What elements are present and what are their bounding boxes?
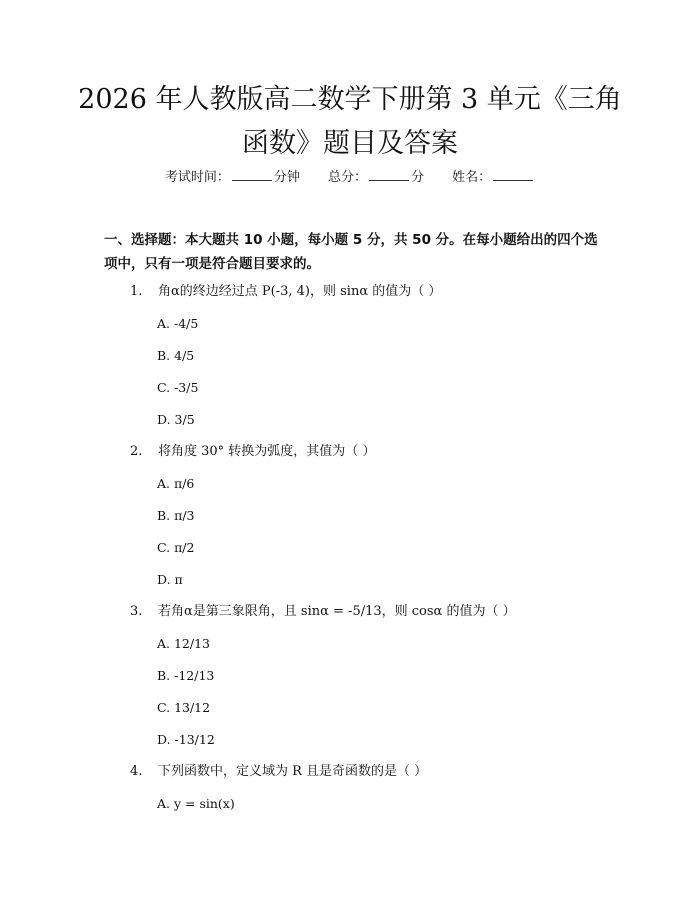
time-blank [232,166,272,181]
question-1 [130,282,441,302]
question-3-option-b: B. -12/13 [157,668,215,683]
section-heading: 一、选择题：本大题共 10 小题，每小题 5 分，共 50 分。在每小题给出的四个选项中，只有一项是符合题目要求的。 [104,232,598,272]
meta-score [328,166,424,189]
question-text: 下列函数中，定义域为 R 且是奇函数的是（ ） [158,764,428,779]
title-line-2: 函数》题目及答案 [242,128,458,159]
question-2-option-a: A. π/6 [157,476,195,491]
question-1-option-a: A. -4/5 [157,316,199,331]
question-number: 3. [130,604,143,619]
question-2-option-b: B. π/3 [157,508,195,523]
question-text: 角α的终边经过点 P(-3, 4)，则 sinα 的值为（ ） [158,284,442,299]
score-unit: 分 [411,170,425,185]
title-line-1: 2026 年人教版高二数学下册第 3 单元《三角 [78,84,622,115]
name-label: 姓名： [452,170,492,185]
question-1-option-c: C. -3/5 [157,380,199,395]
question-1-option-d: D. 3/5 [157,412,195,427]
question-number: 1. [130,284,143,299]
name-blank [493,166,533,181]
question-3-option-c: C. 13/12 [157,700,211,715]
question-4-option-a: A. y = sin(x) [157,796,235,811]
question-number: 4. [130,764,143,779]
question-text: 将角度 30° 转换为弧度，其值为（ ） [158,444,376,459]
time-label: 考试时间： [164,170,230,185]
score-label: 总分： [327,170,367,185]
question-2-option-d: D. π [157,572,183,587]
question-number: 2. [130,444,143,459]
meta-time [165,166,300,189]
question-3-option-a: A. 12/13 [157,636,210,651]
question-2 [130,442,375,462]
time-unit: 分钟 [273,170,300,185]
meta-name [452,166,535,189]
question-3-option-d: D. -13/12 [157,732,215,747]
exam-meta [0,166,700,189]
question-4 [130,762,427,782]
question-1-option-b: B. 4/5 [157,348,195,363]
question-2-option-c: C. π/2 [157,540,195,555]
document-title [60,78,640,166]
score-blank [369,166,409,181]
question-3 [130,602,516,622]
question-text: 若角α是第三象限角，且 sinα = -5/13，则 cosα 的值为（ ） [158,604,516,619]
